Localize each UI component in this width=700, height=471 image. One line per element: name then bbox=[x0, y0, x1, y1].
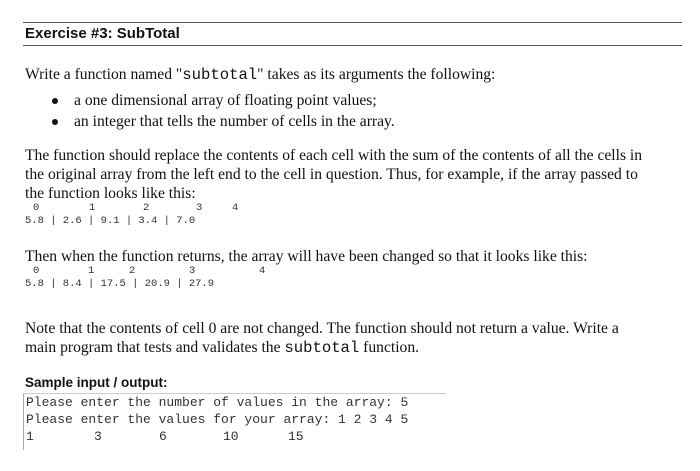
bullet-text: an integer that tells the number of cells in the array. bbox=[74, 113, 395, 130]
console-line: Please enter the values for your array: 1 2 3 4 5 bbox=[26, 412, 409, 427]
array1-index: 1 bbox=[89, 202, 96, 214]
array2-index: 3 bbox=[189, 265, 196, 277]
console-output bbox=[23, 393, 446, 450]
array1-index: 3 bbox=[196, 202, 203, 214]
intro-before: Write a function named " bbox=[25, 66, 183, 83]
list-item bbox=[52, 111, 395, 132]
result-value: 3 bbox=[94, 429, 102, 444]
result-value: 1 bbox=[26, 429, 34, 444]
result-paragraph: Then when the function returns, the array will have been changed so that it looks like this: bbox=[25, 248, 588, 265]
console-results bbox=[26, 428, 446, 445]
description-line: The function should replace the contents of each cell with the sum of the contents of all the cells in bbox=[25, 147, 643, 164]
array2-index: 2 bbox=[129, 265, 136, 277]
array1-index: 4 bbox=[232, 202, 239, 214]
note-text: main program that tests and validates the bbox=[25, 339, 285, 356]
array1-values: 5.8 | 2.6 | 9.1 | 3.4 | 7.0 bbox=[25, 215, 196, 227]
description-line: the function looks like this: bbox=[25, 185, 196, 202]
bullet-text: a one dimensional array of floating point values; bbox=[74, 92, 377, 109]
note-text: function. bbox=[359, 339, 420, 356]
note-code: subtotal bbox=[284, 339, 360, 357]
intro-code: subtotal bbox=[182, 66, 258, 84]
argument-list bbox=[52, 90, 395, 132]
array1-index: 0 bbox=[33, 202, 40, 214]
bullet-icon bbox=[52, 119, 58, 125]
result-value: 6 bbox=[159, 429, 167, 444]
bullet-icon bbox=[52, 98, 58, 104]
array2-index: 4 bbox=[259, 265, 266, 277]
description-paragraph bbox=[25, 146, 675, 203]
exercise-title: Exercise #3: SubTotal bbox=[23, 22, 682, 46]
note-line bbox=[25, 338, 675, 358]
array2-index: 1 bbox=[88, 265, 95, 277]
result-value: 10 bbox=[223, 429, 239, 444]
note-paragraph bbox=[25, 319, 675, 358]
array1-index: 2 bbox=[143, 202, 150, 214]
result-value: 15 bbox=[288, 429, 304, 444]
console-line: Please enter the number of values in the array: 5 bbox=[26, 395, 409, 410]
note-line: Note that the contents of cell 0 are not changed. The function should not return a value. Write a bbox=[25, 320, 619, 337]
list-item bbox=[52, 90, 395, 111]
description-line: the original array from the left end to the cell in question. Thus, for example, if the array passed to bbox=[25, 166, 638, 183]
array2-index: 0 bbox=[33, 265, 40, 277]
intro-paragraph bbox=[25, 65, 675, 85]
sample-heading: Sample input / output: bbox=[25, 375, 168, 390]
array2-values: 5.8 | 8.4 | 17.5 | 20.9 | 27.9 bbox=[25, 278, 215, 290]
intro-after: " takes as its arguments the following: bbox=[257, 66, 496, 83]
